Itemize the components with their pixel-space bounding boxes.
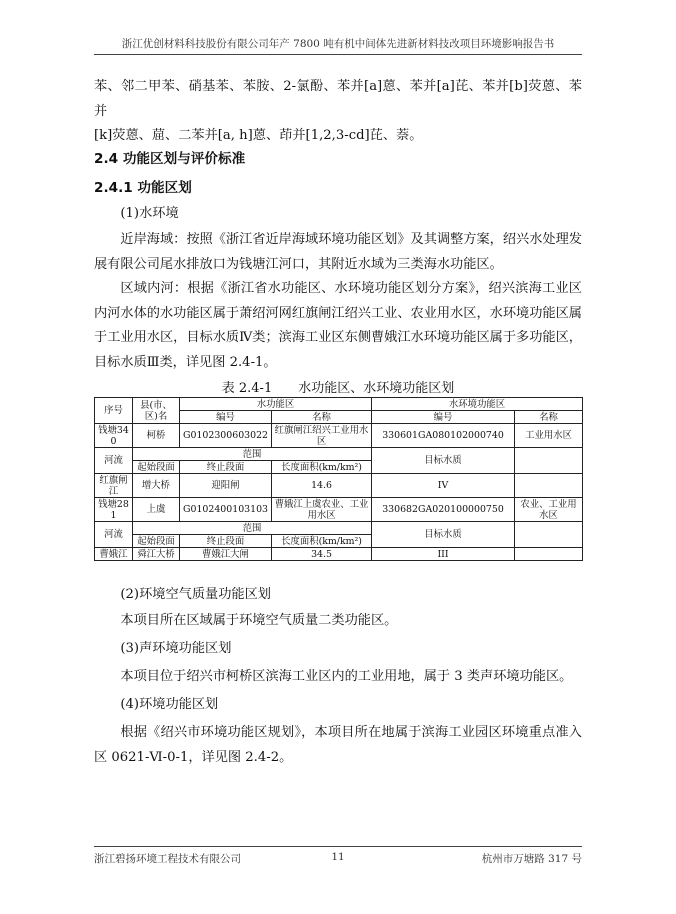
table-row [95,498,583,522]
river-paragraph: 区域内河：根据《浙江省水功能区、水环境功能区划分方案》，绍兴滨海工业区内河水体的水功能区属于萧绍河网红旗闸江绍兴工业、农业用水区，水环境功能区属于工业用水区，目标水质Ⅳ类；滨海工业区东侧曹娥江水环境功能区属于多功能区，目标水质Ⅲ类，详见图 2.4-1。 [94,281,582,370]
header-code: 编号 [180,411,272,424]
cell-wfz-name: 曹娥江上虞农业、工业用水区 [272,498,372,522]
table-caption: 表 2.4-1 水功能区、水环境功能区划 [221,381,455,396]
header-river: 河流 [95,448,133,474]
water-function-table [94,397,583,561]
air-paragraph: 本项目所在区域属于环境空气质量二类功能区。 [120,613,398,628]
header-code: 编号 [372,411,515,424]
empty-cell [515,474,583,498]
cell-seq: 钱塘340 [95,424,133,448]
empty-cell [515,548,583,561]
cell-target: III [372,548,515,561]
cell-river: 红旗闸江 [95,474,133,498]
table-row [95,474,583,498]
header-name: 名称 [272,411,372,424]
header-target: 目标水质 [372,522,515,548]
cell-end: 迎阳闸 [180,474,272,498]
header-length: 长度面积(km/km²) [272,461,372,474]
subsection-heading: 2.4.1 功能区划 [94,180,192,196]
header-county: 县(市、区)名 [133,398,180,424]
cell-start: 舜江大桥 [133,548,180,561]
cell-wfz-code: G0102300603022 [180,424,272,448]
cell-length: 14.6 [272,474,372,498]
air-title: (2)环境空气质量功能区划 [120,587,271,602]
intro-line-2: [k]荧蒽、䓛、二苯并[a, h]蒽、茚并[1,2,3-cd]芘、萘。 [94,128,423,143]
water-env-title: (1)水环境 [120,206,179,221]
cell-wefz-name: 农业、工业用水区 [515,498,583,522]
header-water-function-zone: 水功能区 [180,398,372,411]
header-start: 起始段面 [133,461,180,474]
env-title: (4)环境功能区划 [120,697,219,712]
cell-start: 增大桥 [133,474,180,498]
cell-length: 34.5 [272,548,372,561]
cell-wfz-code: G0102400103103 [180,498,272,522]
empty-cell [515,448,583,474]
footer-company: 浙江碧扬环境工程技术有限公司 [94,853,241,865]
cell-wefz-name: 工业用水区 [515,424,583,448]
header-length: 长度面积(km/km²) [272,535,372,548]
section-heading: 2.4 功能区划与评价标准 [94,151,246,167]
header-seq: 序号 [95,398,133,424]
empty-cell [515,522,583,548]
table-row [95,424,583,448]
table-row [95,448,583,461]
coastal-paragraph: 近岸海域：按照《浙江省近岸海域环境功能区划》及其调整方案，绍兴水处理发展有限公司尾水排放口为钱塘江河口，其附近水域为三类海水功能区。 [94,232,582,272]
header-end: 终止段面 [180,461,272,474]
page-number: 11 [331,851,345,863]
cell-county: 上虞 [133,498,180,522]
header-river: 河流 [95,522,133,548]
env-paragraph: 根据《绍兴市环境功能区规划》，本项目所在地属于滨海工业园区环境重点准入区 0621-Ⅵ-0-1，详见图 2.4-2。 [94,725,582,765]
header-water-env-zone: 水环境功能区 [372,398,583,411]
page-footer [94,846,582,867]
intro-paragraph [94,75,582,149]
cell-wefz-code: 330601GA080102000740 [372,424,515,448]
sound-paragraph: 本项目位于绍兴市柯桥区滨海工业区内的工业用地，属于 3 类声环境功能区。 [120,669,573,684]
header-name: 名称 [515,411,583,424]
intro-line-1: 苯、邻二甲苯、硝基苯、苯胺、2-氯酚、苯并[a]蒽、苯并[a]芘、苯并[b]荧蒽、苯并 [94,79,582,119]
header-range: 范围 [133,522,372,535]
cell-river: 曹娥江 [95,548,133,561]
header-start: 起始段面 [133,535,180,548]
header-range: 范围 [133,448,372,461]
header-end: 终止段面 [180,535,272,548]
sound-title: (3)声环境功能区划 [120,641,232,656]
cell-wfz-name: 红旗闸江绍兴工业用水区 [272,424,372,448]
table-row [95,522,583,535]
cell-seq: 钱塘281 [95,498,133,522]
cell-county: 柯桥 [133,424,180,448]
header-target: 目标水质 [372,448,515,474]
cell-end: 曹娥江大闸 [180,548,272,561]
page-header: 浙江优创材料科技股份有限公司年产 7800 吨有机中间体先进新材料技改项目环境影响报告书 [94,36,582,55]
table-row [95,548,583,561]
footer-address: 杭州市万塘路 317 号 [481,853,582,865]
cell-wefz-code: 330682GA020100000750 [372,498,515,522]
table-row [95,398,583,411]
cell-target: IV [372,474,515,498]
